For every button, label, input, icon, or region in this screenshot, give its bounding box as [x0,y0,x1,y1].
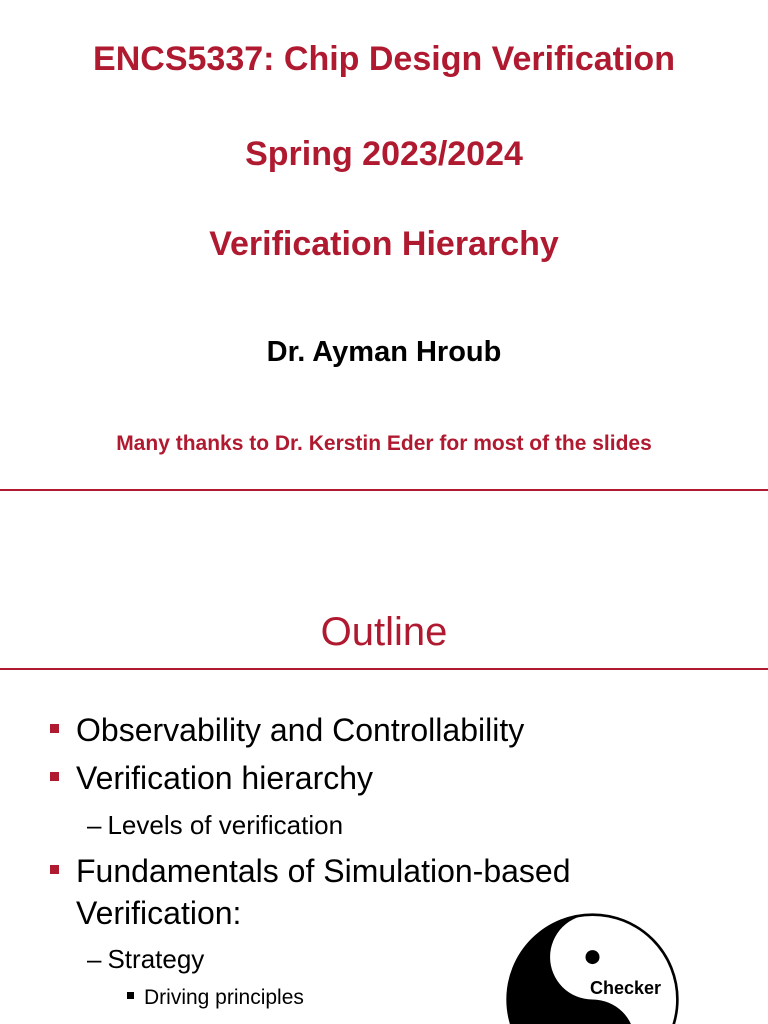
outline-subitem [87,944,204,975]
outline-item-text: Strategy [107,944,205,974]
outline-subsubitem [127,986,304,1010]
outline-item [50,712,524,749]
outline-item [50,853,571,890]
outline-item-text: Verification hierarchy [76,760,374,796]
outline-item-continuation [76,895,241,932]
outline-item-text: Verification: [76,895,242,931]
slide-divider [0,489,768,491]
checker-label: Checker [590,978,662,998]
dash-bullet: – [87,810,102,840]
semester-label: Spring 2023/2024 [245,135,523,173]
title-underline [0,668,768,670]
yin-yang-icon [505,912,680,1024]
bullet-square-icon [50,772,59,781]
acknowledgement-text: Many thanks to Dr. Kerstin Eder for most of the slides [116,432,652,455]
author-name: Dr. Ayman Hroub [266,336,502,368]
outline-item-text: Levels of verification [107,810,344,840]
topic-title: Verification Hierarchy [209,225,559,263]
bullet-square-icon [50,865,59,874]
title-slide [0,0,768,490]
outline-item-text: Fundamentals of Simulation-based [76,853,571,889]
bullet-square-icon [127,992,134,999]
outline-item [50,760,373,797]
bullet-square-icon [50,724,59,733]
course-title: ENCS5337: Chip Design Verification [93,40,675,78]
outline-item-text: Observability and Controllability [76,712,525,748]
outline-item-text: Driving principles [144,986,304,1009]
dash-bullet: – [87,944,102,974]
outline-subitem [87,810,343,841]
outline-title: Outline [320,610,448,654]
